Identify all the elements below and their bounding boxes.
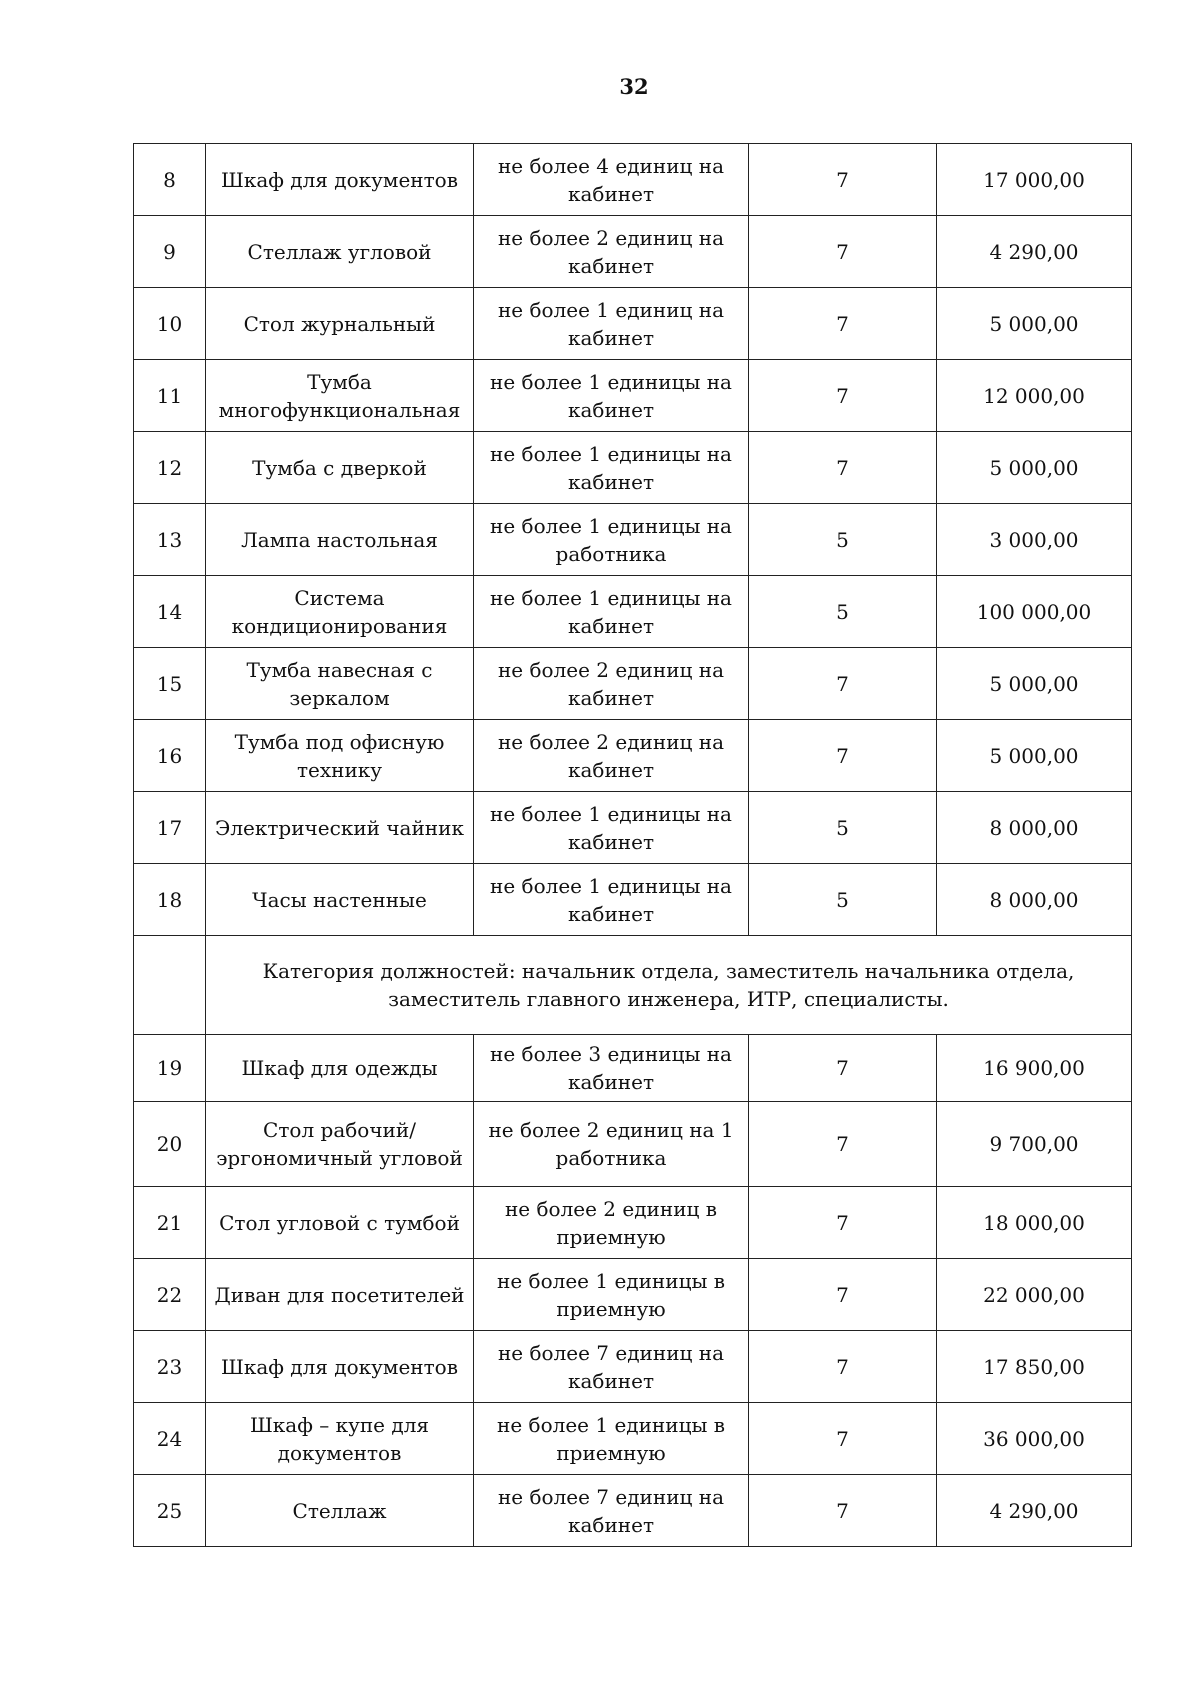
item-service-years: 7 [749, 1331, 937, 1403]
row-number: 21 [134, 1187, 206, 1259]
row-number: 13 [134, 504, 206, 576]
item-service-years: 5 [749, 792, 937, 864]
item-service-years: 7 [749, 1102, 937, 1187]
item-name: Стеллаж [206, 1475, 474, 1547]
row-number: 23 [134, 1331, 206, 1403]
row-number: 11 [134, 360, 206, 432]
table-row [134, 360, 1132, 432]
item-name: Стол рабочий/эргономичный угловой [206, 1102, 474, 1187]
norms-table [133, 143, 1132, 1547]
item-norm: не более 1 единицы на кабинет [474, 792, 749, 864]
item-name: Часы настенные [206, 864, 474, 936]
item-service-years: 7 [749, 360, 937, 432]
item-name: Шкаф для документов [206, 144, 474, 216]
row-number: 15 [134, 648, 206, 720]
item-service-years: 7 [749, 1403, 937, 1475]
item-name: Тумба под офисную технику [206, 720, 474, 792]
item-price: 5 000,00 [937, 648, 1132, 720]
row-number: 14 [134, 576, 206, 648]
item-norm: не более 1 единицы в приемную [474, 1403, 749, 1475]
item-service-years: 7 [749, 288, 937, 360]
item-service-years: 7 [749, 1475, 937, 1547]
item-name: Лампа настольная [206, 504, 474, 576]
item-norm: не более 1 единиц на кабинет [474, 288, 749, 360]
item-price: 18 000,00 [937, 1187, 1132, 1259]
item-norm: не более 7 единиц на кабинет [474, 1475, 749, 1547]
table-row [134, 504, 1132, 576]
row-number: 10 [134, 288, 206, 360]
item-price: 8 000,00 [937, 864, 1132, 936]
item-name: Система кондиционирования [206, 576, 474, 648]
item-name: Шкаф для документов [206, 1331, 474, 1403]
table-row [134, 1403, 1132, 1475]
item-price: 3 000,00 [937, 504, 1132, 576]
row-number: 9 [134, 216, 206, 288]
table-row [134, 1475, 1132, 1547]
item-name: Шкаф – купе для документов [206, 1403, 474, 1475]
item-norm: не более 1 единицы на кабинет [474, 432, 749, 504]
table-row [134, 1035, 1132, 1102]
item-name: Тумба многофункциональная [206, 360, 474, 432]
row-number: 18 [134, 864, 206, 936]
item-price: 12 000,00 [937, 360, 1132, 432]
item-price: 5 000,00 [937, 432, 1132, 504]
item-price: 100 000,00 [937, 576, 1132, 648]
table-row [134, 288, 1132, 360]
item-norm: не более 2 единиц на кабинет [474, 720, 749, 792]
item-norm: не более 4 единиц на кабинет [474, 144, 749, 216]
item-norm: не более 1 единицы на кабинет [474, 864, 749, 936]
item-price: 36 000,00 [937, 1403, 1132, 1475]
item-service-years: 7 [749, 1035, 937, 1102]
item-service-years: 7 [749, 1187, 937, 1259]
item-service-years: 5 [749, 504, 937, 576]
item-name: Шкаф для одежды [206, 1035, 474, 1102]
table-row [134, 432, 1132, 504]
category-row [134, 936, 1132, 1035]
table-row [134, 1259, 1132, 1331]
table-row [134, 864, 1132, 936]
item-name: Стеллаж угловой [206, 216, 474, 288]
item-price: 4 290,00 [937, 216, 1132, 288]
page-number: 32 [619, 74, 649, 99]
item-service-years: 7 [749, 216, 937, 288]
row-number: 12 [134, 432, 206, 504]
item-price: 5 000,00 [937, 288, 1132, 360]
item-norm: не более 1 единицы в приемную [474, 1259, 749, 1331]
item-service-years: 5 [749, 576, 937, 648]
item-price: 22 000,00 [937, 1259, 1132, 1331]
table-row [134, 144, 1132, 216]
item-service-years: 7 [749, 720, 937, 792]
item-name: Стол журнальный [206, 288, 474, 360]
table-row [134, 1187, 1132, 1259]
item-norm: не более 7 единиц на кабинет [474, 1331, 749, 1403]
item-norm: не более 2 единиц в приемную [474, 1187, 749, 1259]
item-service-years: 7 [749, 432, 937, 504]
item-norm: не более 2 единиц на кабинет [474, 216, 749, 288]
item-price: 17 000,00 [937, 144, 1132, 216]
row-number: 22 [134, 1259, 206, 1331]
item-service-years: 7 [749, 1259, 937, 1331]
row-number: 25 [134, 1475, 206, 1547]
category-empty-cell [134, 936, 206, 1035]
item-name: Тумба с дверкой [206, 432, 474, 504]
table-row [134, 1331, 1132, 1403]
item-price: 9 700,00 [937, 1102, 1132, 1187]
item-price: 5 000,00 [937, 720, 1132, 792]
item-service-years: 7 [749, 144, 937, 216]
item-name: Диван для посетителей [206, 1259, 474, 1331]
table-row [134, 216, 1132, 288]
item-name: Стол угловой с тумбой [206, 1187, 474, 1259]
row-number: 8 [134, 144, 206, 216]
row-number: 17 [134, 792, 206, 864]
item-name: Электрический чайник [206, 792, 474, 864]
category-text: Категория должностей: начальник отдела, заместитель начальника отдела, заместитель главного инженера, ИТР, специалисты. [206, 936, 1132, 1035]
item-norm: не более 2 единиц на кабинет [474, 648, 749, 720]
table-row [134, 1102, 1132, 1187]
item-norm: не более 2 единиц на 1 работника [474, 1102, 749, 1187]
item-norm: не более 1 единицы на кабинет [474, 360, 749, 432]
item-price: 17 850,00 [937, 1331, 1132, 1403]
item-price: 4 290,00 [937, 1475, 1132, 1547]
row-number: 19 [134, 1035, 206, 1102]
row-number: 24 [134, 1403, 206, 1475]
item-name: Тумба навесная с зеркалом [206, 648, 474, 720]
item-service-years: 7 [749, 648, 937, 720]
row-number: 20 [134, 1102, 206, 1187]
table-row [134, 720, 1132, 792]
item-price: 16 900,00 [937, 1035, 1132, 1102]
item-service-years: 5 [749, 864, 937, 936]
table-row [134, 648, 1132, 720]
item-norm: не более 1 единицы на работника [474, 504, 749, 576]
item-price: 8 000,00 [937, 792, 1132, 864]
item-norm: не более 3 единицы на кабинет [474, 1035, 749, 1102]
table-row [134, 792, 1132, 864]
item-norm: не более 1 единицы на кабинет [474, 576, 749, 648]
table-row [134, 576, 1132, 648]
row-number: 16 [134, 720, 206, 792]
